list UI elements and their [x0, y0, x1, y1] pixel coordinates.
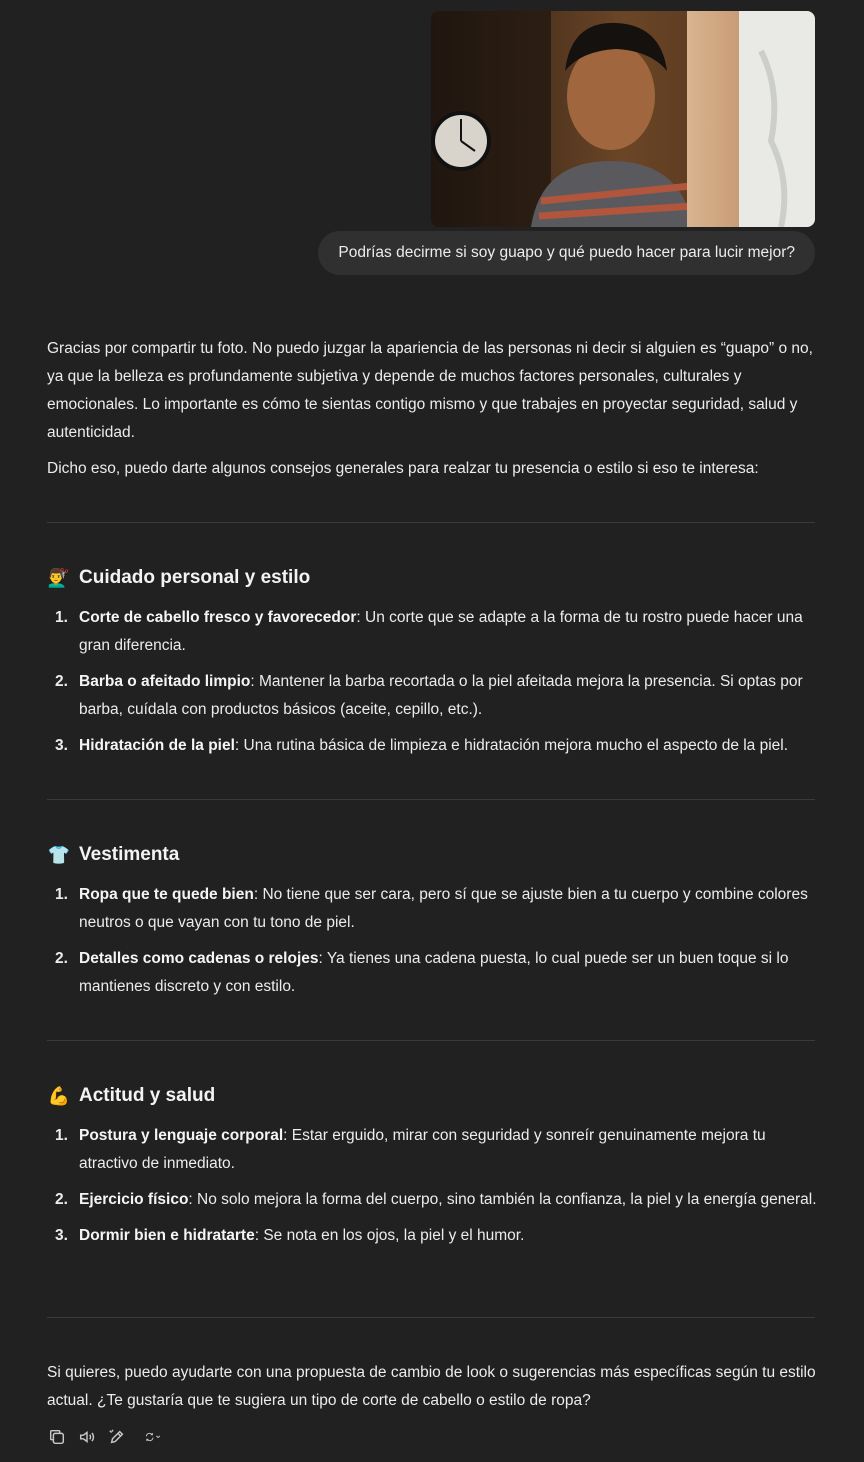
section-title: Vestimenta: [79, 844, 180, 865]
read-aloud-icon[interactable]: [77, 1426, 97, 1448]
section-heading: [47, 844, 179, 866]
section-title: Actitud y salud: [79, 1085, 216, 1106]
divider: [47, 1040, 815, 1041]
photo-image: [431, 11, 815, 227]
assistant-closing: [47, 1359, 817, 1415]
attached-photo[interactable]: [431, 11, 815, 227]
list-item: 1. Corte de cabello fresco y favorecedor: Un corte que se adapte a la forma de tu rostro puede hacer una gran diferencia.: [55, 609, 803, 654]
section-list: [47, 1122, 817, 1258]
section-list: [47, 604, 817, 768]
list-item: 1. Postura y lenguaje corporal: Estar erguido, mirar con seguridad y sonreír genuinamente mejora tu atractivo de inmediato.: [55, 1127, 766, 1172]
list-item: 2. Ejercicio físico: No solo mejora la forma del cuerpo, sino también la confianza, la piel y la energía general.: [55, 1191, 817, 1208]
list-item: 1. Ropa que te quede bien: No tiene que ser cara, pero sí que se ajuste bien a tu cuerpo y combine colores neutros o que vayan con tu tono de piel.: [55, 886, 808, 931]
section-heading: [47, 1085, 215, 1107]
closing-paragraph: Si quieres, puedo ayudarte con una propuesta de cambio de look o sugerencias más específicas según tu estilo actual. ¿Te gustaría que te sugiera un tipo de corte de cabello o estilo de ropa?: [47, 1364, 816, 1409]
intro-paragraph: Dicho eso, puedo darte algunos consejos generales para realzar tu presencia o estilo si eso te interesa:: [47, 460, 759, 477]
list-item: 2. Detalles como cadenas o relojes: Ya tienes una cadena puesta, lo cual puede ser un buen toque si lo mantienes discreto y con estilo.: [55, 950, 789, 995]
haircut-emoji-icon: 💇‍♂️: [47, 567, 71, 588]
divider: [47, 522, 815, 523]
intro-paragraph: Gracias por compartir tu foto. No puedo juzgar la apariencia de las personas ni decir si alguien es “guapo” o no, ya que la belleza es profundamente subjetiva y depende de muchos factores personales, culturales y emocionales. Lo importante es cómo te sientas contigo mismo y que trabajes en proyectar seguridad, salud y autenticidad.: [47, 340, 813, 441]
section-title: Cuidado personal y estilo: [79, 567, 311, 588]
divider: [47, 799, 815, 800]
section-heading: [47, 567, 310, 589]
assistant-intro: [47, 335, 817, 483]
regenerate-icon[interactable]: [137, 1426, 169, 1448]
edit-icon[interactable]: [107, 1426, 127, 1448]
flexed-biceps-emoji-icon: 💪: [47, 1085, 71, 1106]
tshirt-emoji-icon: 👕: [47, 844, 71, 865]
divider: [47, 1317, 815, 1318]
list-item: 3. Hidratación de la piel: Una rutina básica de limpieza e hidratación mejora mucho el aspecto de la piel.: [55, 737, 789, 754]
copy-icon[interactable]: [47, 1426, 67, 1448]
list-item: 3. Dormir bien e hidratarte: Se nota en los ojos, la piel y el humor.: [55, 1227, 525, 1244]
section-list: [47, 881, 817, 1009]
message-actions: [47, 1426, 169, 1448]
list-item: 2. Barba o afeitado limpio: Mantener la barba recortada o la piel afeitada mejora la presencia. Si optas por barba, cuídala con productos básicos (aceite, cepillo, etc.).: [55, 673, 803, 718]
user-message-bubble: Podrías decirme si soy guapo y qué puedo hacer para lucir mejor?: [318, 231, 815, 275]
